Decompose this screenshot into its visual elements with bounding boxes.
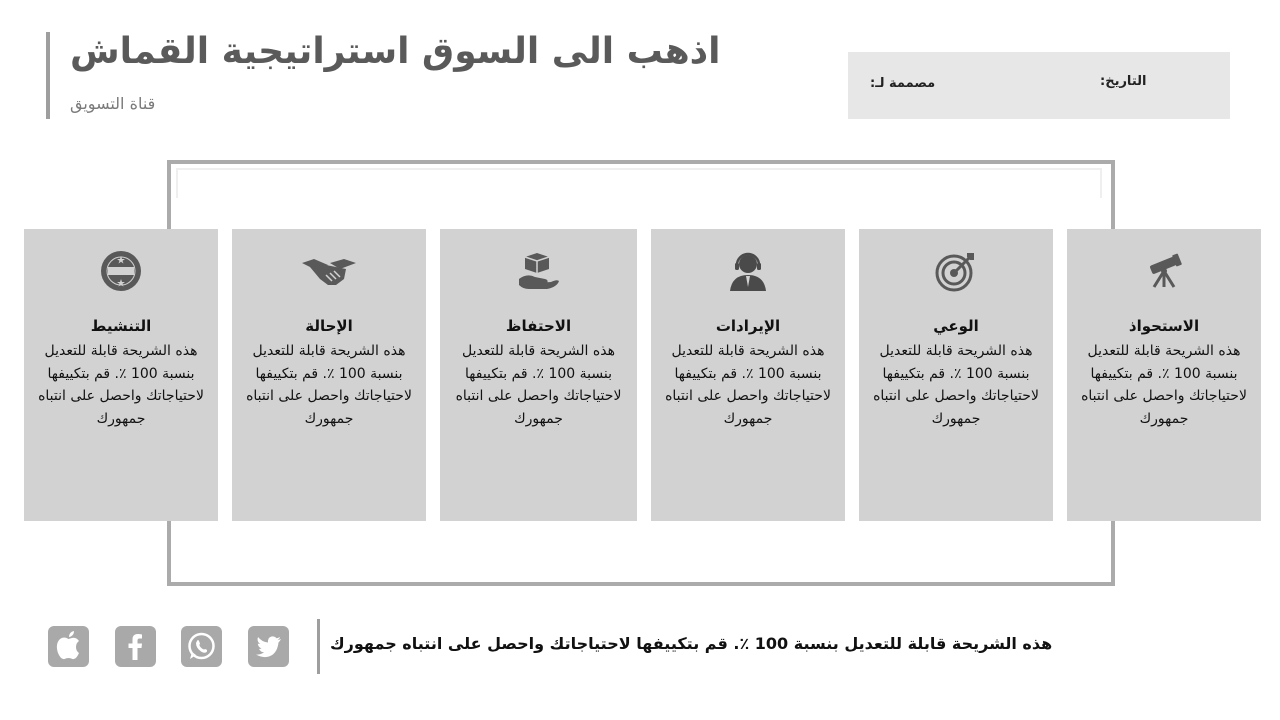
card-text: هذه الشريحة قابلة للتعديل بنسبة 100 ٪. قم بتكييفها لاحتياجاتك واحصل على انتباه جمهورك (1081, 343, 1247, 427)
support-agent-icon (726, 249, 770, 293)
card-title: الإحالة (305, 317, 353, 335)
card-title: الاحتفاظ (505, 317, 572, 335)
whatsapp-icon[interactable] (181, 626, 222, 667)
page-title: اذهب الى السوق استراتيجية القماش (70, 31, 721, 72)
card-text: هذه الشريحة قابلة للتعديل بنسبة 100 ٪. قم بتكييفها لاحتياجاتك واحصل على انتباه جمهورك (246, 343, 412, 427)
card-referral (232, 229, 426, 521)
telescope-icon (1142, 249, 1186, 293)
twitter-icon[interactable] (248, 626, 289, 667)
apple-icon[interactable] (48, 626, 89, 667)
date-label: التاريخ: (1100, 74, 1147, 89)
card-revenue (651, 229, 845, 521)
card-retention (440, 229, 637, 521)
card-text: هذه الشريحة قابلة للتعديل بنسبة 100 ٪. قم بتكييفها لاحتياجاتك واحصل على انتباه جمهورك (873, 343, 1039, 427)
card-text: هذه الشريحة قابلة للتعديل بنسبة 100 ٪. قم بتكييفها لاحتياجاتك واحصل على انتباه جمهورك (38, 343, 204, 427)
footer-text: هذه الشريحة قابلة للتعديل بنسبة 100 ٪. قم بتكييفها لاحتياجاتك واحصل على انتباه جمهورك (330, 634, 1053, 653)
handshake-icon (300, 249, 358, 293)
info-box (848, 52, 1230, 119)
page-subtitle: قناة التسويق (70, 94, 156, 113)
card-text: هذه الشريحة قابلة للتعديل بنسبة 100 ٪. قم بتكييفها لاحتياجاتك واحصل على انتباه جمهورك (665, 343, 831, 427)
card-title: الوعي (933, 317, 979, 335)
title-accent-bar (46, 32, 50, 119)
card-awareness (859, 229, 1053, 521)
card-text: هذه الشريحة قابلة للتعديل بنسبة 100 ٪. قم بتكييفها لاحتياجاتك واحصل على انتباه جمهورك (455, 343, 622, 427)
card-title: الاستحواذ (1128, 317, 1200, 335)
facebook-icon[interactable] (115, 626, 156, 667)
card-title: التنشيط (90, 317, 152, 335)
footer-divider (317, 619, 320, 674)
designed-for-label: مصممة لـ: (870, 76, 936, 91)
card-activation (24, 229, 218, 521)
target-icon (934, 249, 978, 293)
frame-inner-line (176, 168, 1102, 198)
brand-badge-icon (99, 249, 143, 293)
card-acquisition (1067, 229, 1261, 521)
card-title: الإيرادات (715, 317, 781, 335)
hand-box-icon (517, 249, 561, 293)
